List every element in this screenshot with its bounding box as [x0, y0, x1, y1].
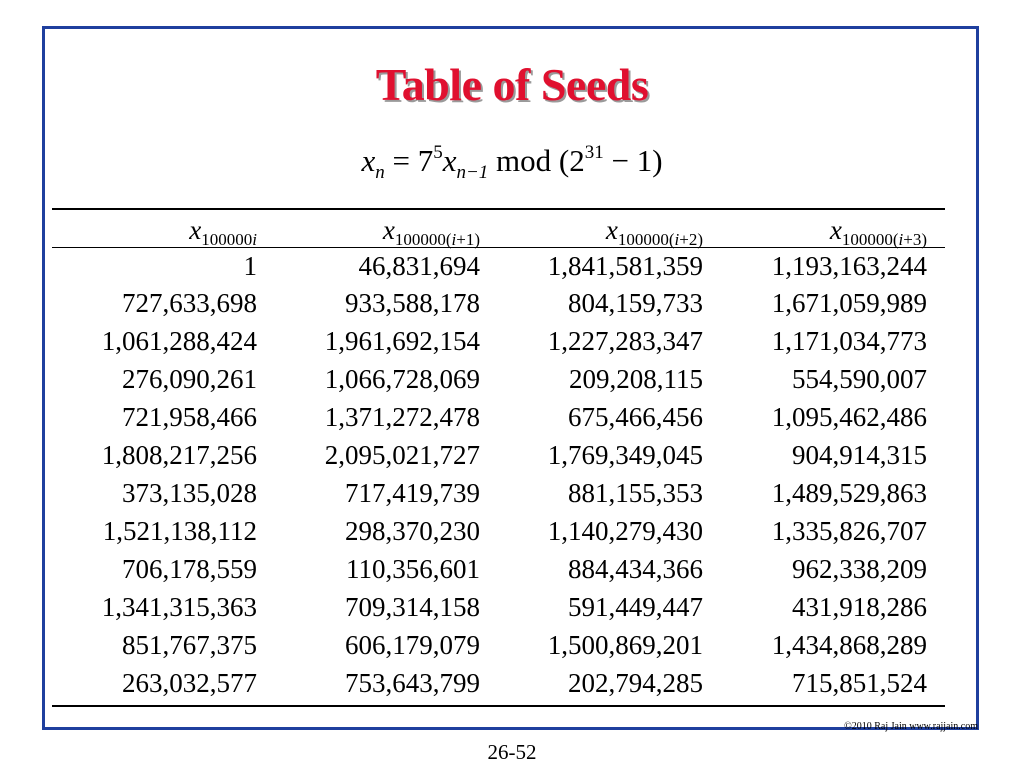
table-cell: 1,434,868,289: [771, 630, 927, 660]
table-cell: 1,341,315,363: [101, 592, 257, 622]
subscript-suffix: +3): [903, 229, 927, 249]
formula-eq: = 7: [384, 143, 434, 178]
table-cell: 1,193,163,244: [771, 251, 927, 281]
column-header-var: x: [382, 214, 395, 245]
table-cell: 298,370,230: [345, 516, 480, 546]
table-cell: 709,314,158: [345, 592, 480, 622]
table-cell: 1,671,059,989: [771, 288, 927, 318]
column-header: [498, 212, 721, 248]
copyright-notice: ©2010 Raj Jain www.rajjain.com: [844, 721, 978, 732]
table-row: [52, 322, 945, 360]
table-cell: 1,227,283,347: [547, 326, 703, 356]
table-cell: 1,371,272,478: [324, 402, 480, 432]
formula-x: x: [361, 143, 376, 178]
table-cell: 554,590,007: [792, 364, 927, 394]
subscript-var: i: [451, 229, 457, 249]
table-row: [52, 588, 945, 626]
subscript-var: i: [252, 229, 257, 249]
column-header-subscript: [201, 230, 257, 249]
seeds-table: [52, 212, 945, 702]
table-cell: 727,633,698: [122, 288, 257, 318]
table-cell: 431,918,286: [792, 592, 927, 622]
table-cell: 1,335,826,707: [771, 516, 927, 546]
table-cell: 1,769,349,045: [547, 440, 703, 470]
subscript-suffix: +2): [679, 229, 703, 249]
subscript-var: i: [674, 229, 680, 249]
table-cell: 1,095,462,486: [771, 402, 927, 432]
table-cell: 884,434,366: [568, 554, 703, 584]
formula-mod: mod (2: [488, 143, 585, 178]
table-header-row: [52, 212, 945, 248]
table-cell: 606,179,079: [345, 630, 480, 660]
formula-n-minus-1: n−1: [456, 162, 489, 183]
table-row: [52, 474, 945, 512]
table-cell: 2,095,021,727: [324, 440, 480, 470]
table-cell: 1,841,581,359: [547, 251, 703, 281]
subscript-prefix: 100000: [201, 229, 253, 249]
table-top-rule: [52, 208, 945, 210]
table-row: [52, 436, 945, 474]
column-header-subscript: [618, 230, 703, 249]
column-header-subscript: [395, 230, 480, 249]
table-cell: 962,338,209: [792, 554, 927, 584]
table-cell: 1,489,529,863: [771, 478, 927, 508]
table-row: [52, 664, 945, 702]
table-row: [52, 360, 945, 398]
column-header: [721, 212, 945, 248]
subscript-prefix: 100000(: [394, 229, 452, 249]
table-cell: 1,500,869,201: [547, 630, 703, 660]
formula-exp31: 31: [584, 142, 604, 163]
subscript-prefix: 100000(: [841, 229, 899, 249]
table-cell: 1,521,138,112: [102, 516, 257, 546]
formula-exp5: 5: [433, 142, 443, 163]
table-cell: 706,178,559: [122, 554, 257, 584]
table-cell: 373,135,028: [122, 478, 257, 508]
table-cell: 717,419,739: [345, 478, 480, 508]
table-cell: 904,914,315: [792, 440, 927, 470]
table-cell: 1,140,279,430: [547, 516, 703, 546]
table-cell: 591,449,447: [568, 592, 703, 622]
table-bottom-rule: [52, 705, 945, 707]
table-cell: 715,851,524: [792, 668, 927, 698]
table-cell: 110,356,601: [346, 554, 480, 584]
table-cell: 1,808,217,256: [101, 440, 257, 470]
table-cell: 1,961,692,154: [324, 326, 480, 356]
column-header: [275, 212, 498, 248]
column-header-var: x: [189, 214, 202, 245]
table-cell: 46,831,694: [358, 251, 480, 281]
table-row: [52, 626, 945, 664]
page-number: 26-52: [487, 740, 537, 764]
table-cell: 851,767,375: [122, 630, 257, 660]
table-cell: 209,208,115: [569, 364, 703, 394]
formula-n: n: [375, 162, 385, 183]
table-cell: 276,090,261: [122, 364, 257, 394]
table-cell: 881,155,353: [568, 478, 703, 508]
table-cell: 933,588,178: [345, 288, 480, 318]
table-row: [52, 550, 945, 588]
table-cell: 721,958,466: [122, 402, 257, 432]
column-header: [52, 212, 275, 248]
table-cell: 1,061,288,424: [101, 326, 257, 356]
subscript-suffix: +1): [456, 229, 480, 249]
slide-title: Table of Seeds: [375, 59, 649, 110]
table-cell: 753,643,799: [345, 668, 480, 698]
table-body: [52, 248, 945, 702]
seed-formula: [0, 142, 1024, 183]
table-row: [52, 512, 945, 550]
table-row: [52, 248, 945, 284]
formula-x2: x: [442, 143, 457, 178]
formula-tail: − 1): [603, 143, 663, 178]
column-header-var: x: [829, 214, 842, 245]
table-cell: 202,794,285: [568, 668, 703, 698]
table-cell: 1,066,728,069: [324, 364, 480, 394]
column-header-var: x: [605, 214, 618, 245]
subscript-prefix: 100000(: [617, 229, 675, 249]
table-cell: 1: [243, 251, 257, 281]
column-header-subscript: [842, 230, 927, 249]
table-cell: 1,171,034,773: [771, 326, 927, 356]
subscript-var: i: [898, 229, 904, 249]
table-row: [52, 284, 945, 322]
table-cell: 263,032,577: [122, 668, 257, 698]
table-cell: 804,159,733: [568, 288, 703, 318]
table-row: [52, 398, 945, 436]
table-cell: 675,466,456: [568, 402, 703, 432]
